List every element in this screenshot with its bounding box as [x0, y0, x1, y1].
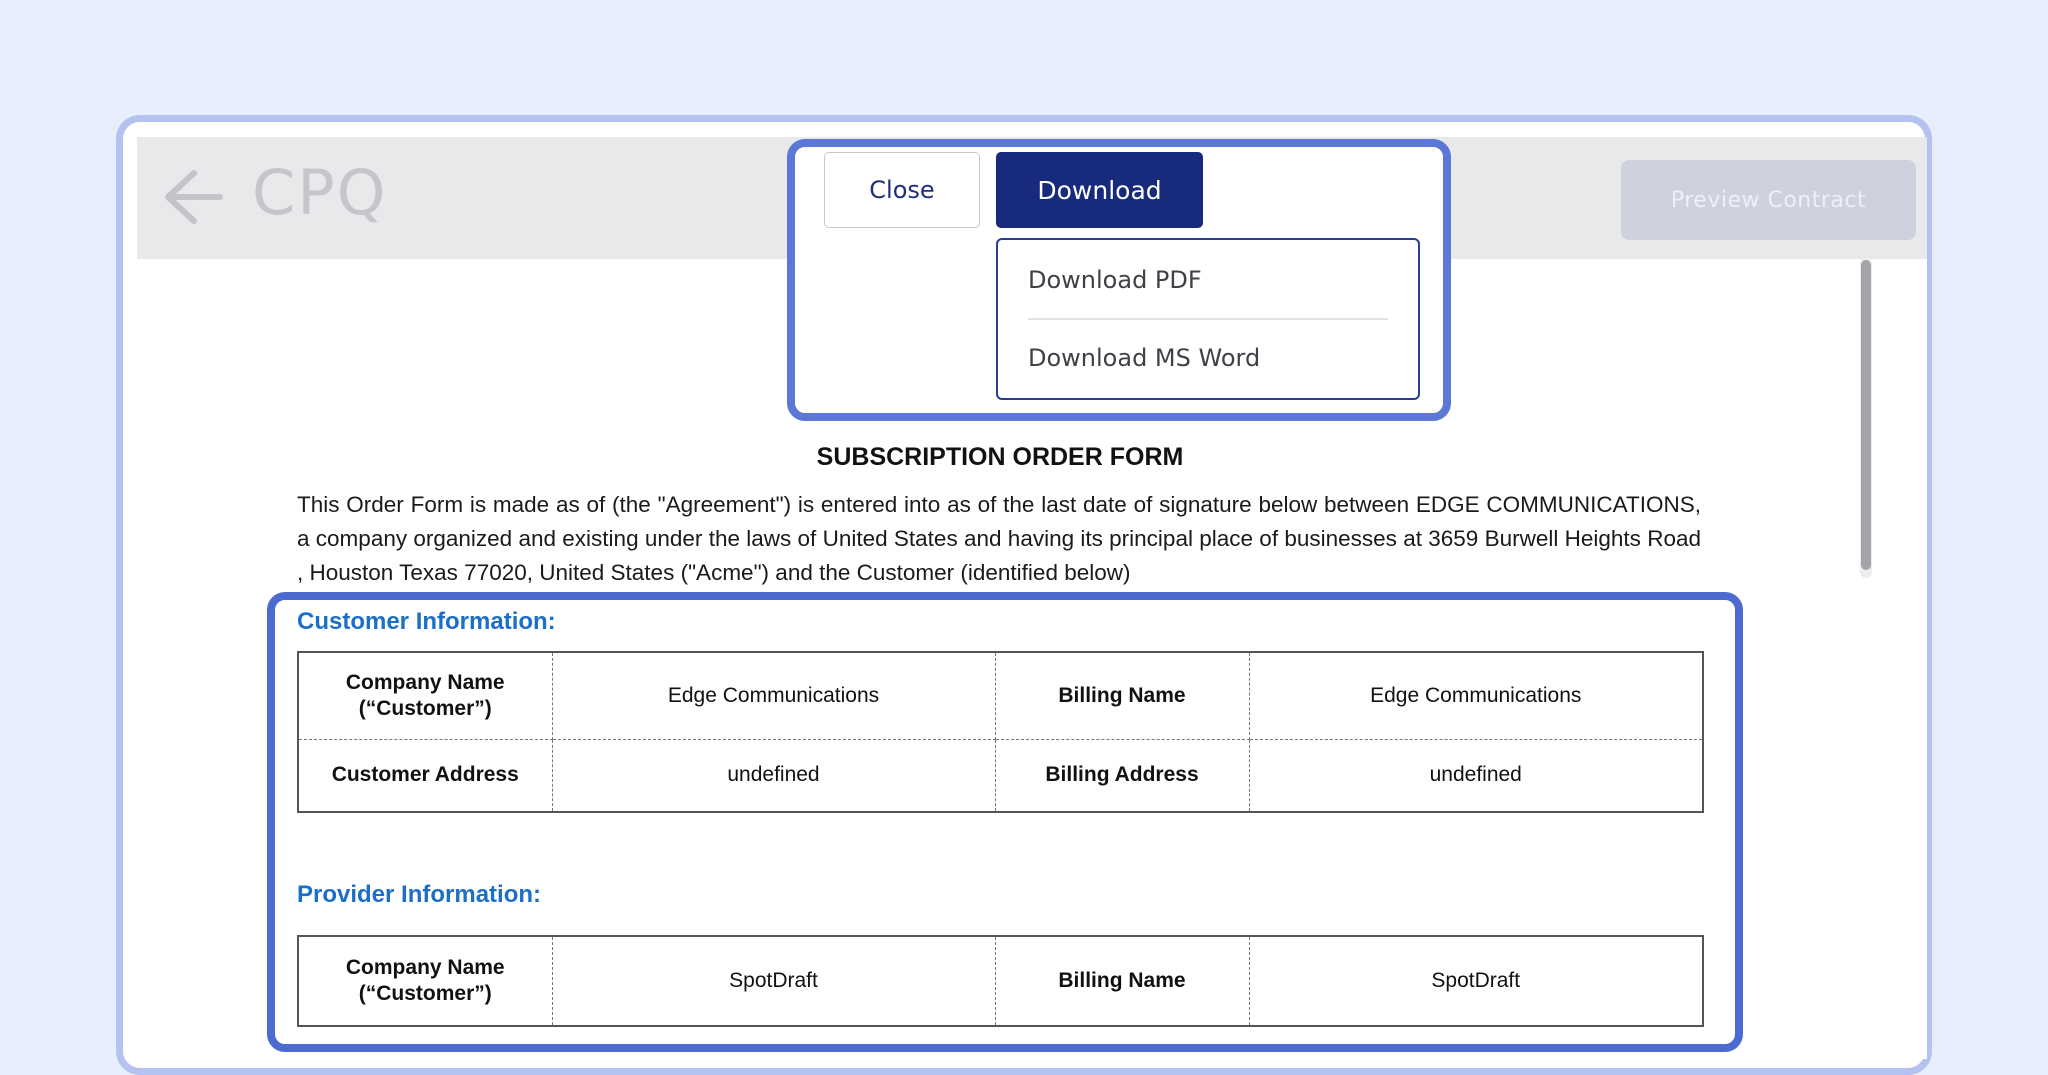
table-cell: Company Name (“Customer”)	[298, 936, 552, 1026]
download-ms-word-option[interactable]: Download MS Word	[1028, 344, 1261, 372]
customer-info-table	[297, 651, 1704, 813]
table-cell: Billing Name	[995, 936, 1249, 1026]
scrollbar-thumb[interactable]	[1861, 260, 1871, 570]
provider-info-heading: Provider Information:	[297, 881, 542, 908]
document-intro: This Order Form is made as of (the "Agreement") is entered into as of the last date of signature below between EDGE COMMUNICATIONS, a company organized and existing under the laws of United States and having its principal place of businesses at 3659 Burwell Heights Road , Houston Texas 77020, United States ("Acme") and the Customer (identified below)	[297, 492, 1701, 585]
table-cell: undefined	[552, 739, 995, 812]
table-row	[298, 936, 1703, 1026]
table-cell: undefined	[1249, 739, 1703, 812]
arrow-left-icon[interactable]	[160, 167, 224, 227]
table-cell: Edge Communications	[1249, 652, 1703, 739]
table-row	[298, 652, 1703, 739]
table-cell: Billing Address	[995, 739, 1249, 812]
table-cell: Edge Communications	[552, 652, 995, 739]
provider-info-table	[297, 935, 1704, 1027]
table-cell: Customer Address	[298, 739, 552, 812]
document-title: SUBSCRIPTION ORDER FORM	[816, 443, 1184, 471]
preview-contract-button[interactable]: Preview Contract	[1621, 160, 1916, 240]
menu-divider	[1028, 318, 1388, 320]
download-pdf-option[interactable]: Download PDF	[1028, 266, 1202, 294]
table-cell: Billing Name	[995, 652, 1249, 739]
close-button[interactable]: Close	[824, 152, 980, 228]
table-cell: SpotDraft	[1249, 936, 1703, 1026]
table-cell: SpotDraft	[552, 936, 995, 1026]
page-title: CPQ	[252, 156, 388, 229]
download-button[interactable]: Download	[996, 152, 1203, 228]
download-dropdown-menu	[996, 238, 1420, 400]
customer-info-heading: Customer Information:	[297, 608, 556, 635]
table-cell: Company Name (“Customer”)	[298, 652, 552, 739]
table-row	[298, 739, 1703, 812]
